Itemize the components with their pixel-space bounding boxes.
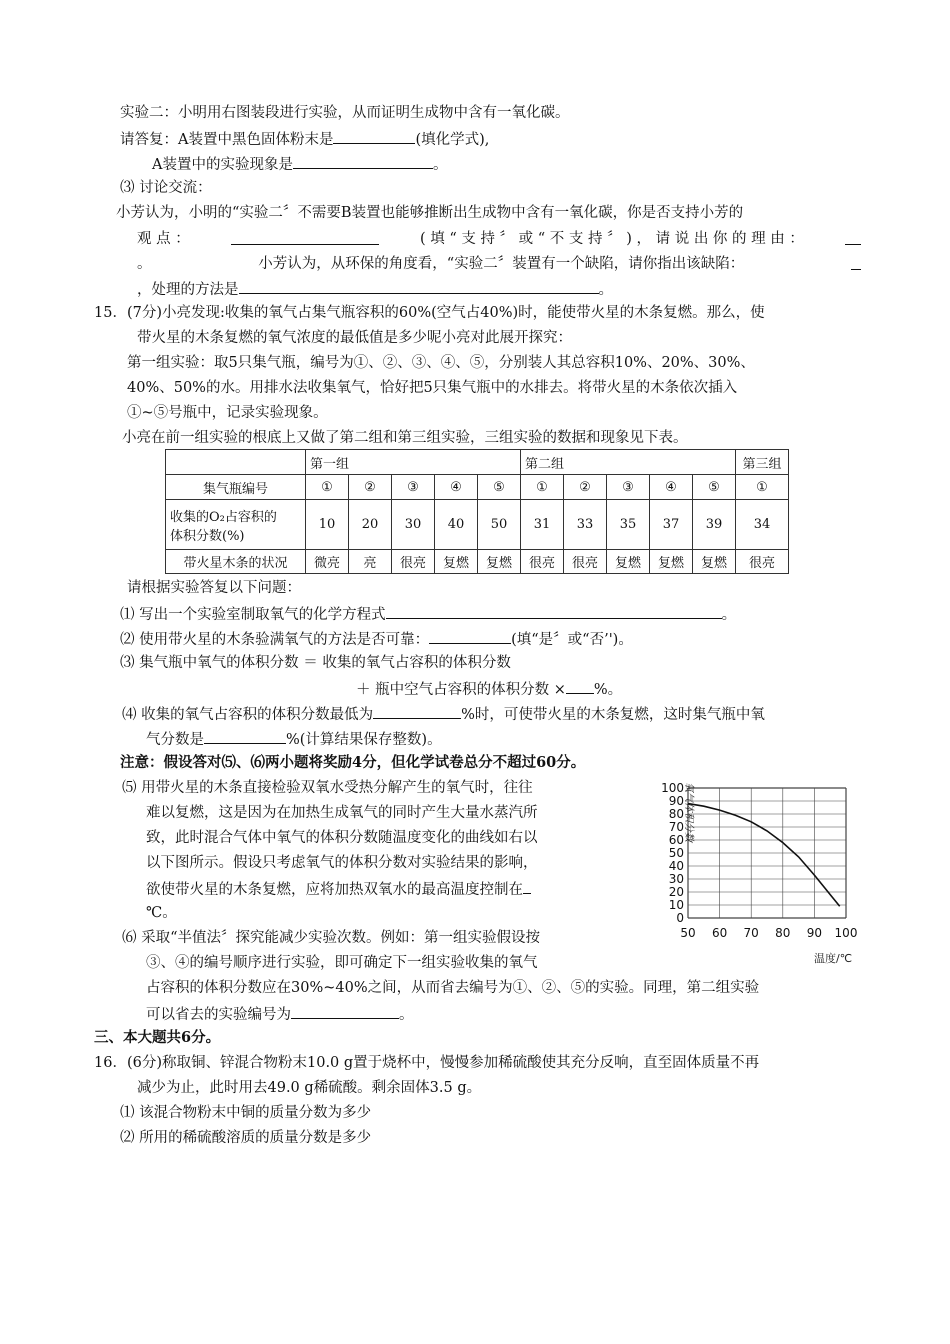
y-tick-label: 20 — [668, 885, 684, 899]
group2-intro: 小亮在前一组实验的根底上又做了第二组和第三组实验，三组实验的数据和现象见下表。 — [122, 430, 688, 446]
table-cell: 33 — [564, 500, 607, 550]
group-header: 第三组 — [736, 450, 789, 475]
answer-blank[interactable] — [429, 628, 511, 644]
answer-blank[interactable] — [333, 128, 415, 144]
y-tick-label: 60 — [668, 833, 684, 847]
x-tick-label: 50 — [680, 926, 696, 940]
table-cell: ④ — [435, 475, 478, 500]
series-line — [688, 804, 840, 907]
group1-line-2: 40%、50%的水。用排水法收集氧气，恰好把5只集气瓶中的水排去。将带火星的木条依次插入 — [127, 380, 738, 396]
table-cell: 30 — [392, 500, 435, 550]
group-header: 第一组 — [306, 450, 521, 475]
answer-blank[interactable] — [239, 278, 599, 294]
answer-blank[interactable] — [293, 153, 433, 169]
table-cell: ④ — [650, 475, 693, 500]
answer-blank[interactable] — [373, 703, 461, 719]
answer-blank[interactable] — [845, 229, 861, 245]
xiaofang-line-3: 。 小芳认为，从环保的角度看，“实验二〞装置有一个缺陷，请你指出该缺陷： — [137, 254, 861, 274]
x-tick-label: 80 — [775, 926, 791, 940]
y-tick-label: 70 — [668, 820, 684, 834]
table-cell: ① — [521, 475, 564, 500]
sub-q6-line-2: ③、④的编号顺序进行实验，即可确定下一组实验收集的氧气 — [146, 955, 538, 971]
y-tick-labels — [661, 781, 684, 925]
table-cell: 亮 — [349, 550, 392, 574]
sub-q2: ⑵ 使用带火星的木条验满氧气的方法是否可靠： (填“是〞或“否’')。 — [120, 628, 633, 650]
table-cell: 复燃 — [435, 550, 478, 574]
table-cell: 很亮 — [521, 550, 564, 574]
sub-q6-line-1: ⑹ 采取“半值法〞探究能减少实验次数。例如：第一组实验假设按 — [122, 930, 541, 946]
y-tick-label: 90 — [668, 794, 684, 808]
table-header-row — [166, 450, 789, 475]
table-cell: ① — [306, 475, 349, 500]
table-row-fractions — [166, 500, 789, 550]
answer-blank[interactable] — [386, 603, 722, 619]
group1-line-1: 第一组实验：取5只集气瓶，编号为①、②、③、④、⑤，分别装人其总容积10%、20%、30%、 — [127, 355, 755, 371]
oxygen-temperature-chart — [650, 776, 865, 966]
q16-line-1: 16．(6分)称取铜、锌混合物粉末10.0 g置于烧杯中，慢慢参加稀硫酸使其充分反响，直至固体质量不再 — [94, 1055, 760, 1071]
x-tick-label: 70 — [743, 926, 759, 940]
sub-q4-line-2: 气分数是 %(计算结果保存整数)。 — [146, 728, 442, 750]
ask-text: 请根据实验答复以下问题： — [127, 580, 301, 596]
xiaofang-line-1: 小芳认为，小明的“实验二〞不需要B装置也能够推断出生成物中含有一氧化碳，你是否支持小芳的 — [116, 205, 744, 221]
group-header: 第二组 — [521, 450, 736, 475]
y-tick-label: 0 — [676, 911, 684, 925]
y-tick-label: 40 — [668, 859, 684, 873]
q15-line-1: 15．(7分)小亮发现:收集的氧气占集气瓶容积的60%(空气占40%)时，能使带火星的木条复燃。那么，使 — [94, 305, 765, 321]
y-axis-label: 氧气体积分数 — [683, 782, 694, 842]
sub-q6-line-3: 占容积的体积分数应在30%~40%之间，从而省去编号为①、②、⑤的实验。同理，第二组实验 — [146, 980, 760, 996]
table-cell: 复燃 — [693, 550, 736, 574]
answer-blank[interactable] — [231, 229, 379, 245]
table-cell: 很亮 — [736, 550, 789, 574]
row-label: 收集的O₂占容积的 体积分数(%) — [166, 500, 306, 550]
table-cell: 微亮 — [306, 550, 349, 574]
table-cell: ③ — [392, 475, 435, 500]
xiaofang-line-4: ，处理的方法是 。 — [137, 278, 613, 300]
table-row-bottles — [166, 475, 789, 500]
y-tick-label: 30 — [668, 872, 684, 886]
table-cell: ② — [349, 475, 392, 500]
y-tick-label: 100 — [661, 781, 684, 795]
bonus-note: 注意：假设答对⑸、⑹两小题将奖励4分，但化学试卷总分不超过60分。 — [120, 754, 586, 771]
xiaofang-line-2: 观 点 ： ( 填 “ 支 持 〞 或 “ 不 支 持 〞 ) ， 请 说 出 你 的 理 由 ： — [137, 229, 861, 249]
sub-q3-line-1: ⑶ 集气瓶中氧气的体积分数 ＝ 收集的氧气占容积的体积分数 — [120, 655, 511, 671]
x-tick-label: 100 — [834, 926, 858, 940]
y-tick-label: 80 — [668, 807, 684, 821]
sub-q1: ⑴ 写出一个实验室制取氧气的化学方程式 。 — [120, 603, 736, 625]
sub-q5-line-2: 难以复燃，这是因为在加热生成氧气的同时产生大量水蒸汽所 — [146, 805, 538, 821]
table-cell: 20 — [349, 500, 392, 550]
sub-q5-line-4: 以下图所示。假设只考虑氧气的体积分数对实验结果的影响， — [146, 855, 538, 871]
q15-line-2: 带火星的木条复燃的氧气浓度的最低值是多少呢小亮对此展开探究： — [137, 330, 572, 346]
q16-line-2: 减少为止，此时用去49.0 g稀硫酸。剩余固体3.5 g。 — [137, 1080, 482, 1096]
x-tick-labels — [680, 926, 857, 940]
table-cell: ⑤ — [693, 475, 736, 500]
table-cell: 复燃 — [607, 550, 650, 574]
table-cell: 39 — [693, 500, 736, 550]
sub-q5-line-5: 欲使带火星的木条复燃，应将加热双氧水的最高温度控制在 — [146, 878, 531, 900]
discussion-heading: ⑶ 讨论交流： — [120, 180, 212, 196]
answer-blank[interactable] — [566, 678, 594, 694]
section-3-heading: 三、本大题共6分。 — [94, 1029, 221, 1046]
table-cell: ① — [736, 475, 789, 500]
table-cell: 复燃 — [650, 550, 693, 574]
table-cell: 37 — [650, 500, 693, 550]
q16-sub-1: ⑴ 该混合物粉末中铜的质量分数为多少 — [120, 1105, 372, 1121]
x-tick-label: 90 — [806, 926, 823, 940]
table-row-states — [166, 550, 789, 574]
table-cell: 35 — [607, 500, 650, 550]
sub-q6-line-4: 可以省去的实验编号为 。 — [146, 1003, 414, 1025]
answer-blank[interactable] — [851, 254, 861, 270]
experiment-table — [165, 449, 789, 574]
answer-line-a2: A装置中的实验现象是 。 — [152, 153, 447, 175]
q16-sub-2: ⑵ 所用的稀硫酸溶质的质量分数是多少 — [120, 1130, 372, 1146]
row-label: 带火星木条的状况 — [166, 550, 306, 574]
table-cell: 10 — [306, 500, 349, 550]
table-cell: 很亮 — [564, 550, 607, 574]
sub-q5-line-6: ℃。 — [146, 905, 177, 921]
group1-line-3: ①~⑤号瓶中，记录实验现象。 — [127, 405, 328, 421]
x-axis-label: 温度/℃ — [814, 952, 853, 965]
row-label: 集气瓶编号 — [166, 475, 306, 500]
sub-q4-line-1: ⑷ 收集的氧气占容积的体积分数最低为 %时，可使带火星的木条复燃，这时集气瓶中氧 — [122, 703, 765, 725]
table-cell: ③ — [607, 475, 650, 500]
chart-series — [688, 804, 840, 907]
table-cell: 34 — [736, 500, 789, 550]
table-cell: 40 — [435, 500, 478, 550]
x-tick-label: 60 — [711, 926, 728, 940]
answer-blank[interactable] — [523, 878, 531, 894]
table-cell: 很亮 — [392, 550, 435, 574]
sub-q5-line-3: 致，此时混合气体中氧气的体积分数随温度变化的曲线如右以 — [146, 830, 538, 846]
sub-q3-line-2: ＋ 瓶中空气占容积的体积分数 × %。 — [356, 678, 622, 700]
exp2-text: 实验二：小明用右图装段进行实验，从而证明生成物中含有一氧化碳。 — [120, 105, 570, 121]
sub-q5-line-1: ⑸ 用带火星的木条直接检验双氧水受热分解产生的氧气时，往往 — [122, 780, 533, 796]
answer-line-a1: 请答复：A装置中黑色固体粉末是 (填化学式), — [120, 128, 489, 150]
table-cell: 31 — [521, 500, 564, 550]
table-cell: ② — [564, 475, 607, 500]
table-cell: 复燃 — [478, 550, 521, 574]
y-tick-label: 50 — [668, 846, 684, 860]
table-cell: ⑤ — [478, 475, 521, 500]
y-tick-label: 10 — [668, 898, 684, 912]
table-cell: 50 — [478, 500, 521, 550]
answer-blank[interactable] — [291, 1003, 399, 1019]
answer-blank[interactable] — [204, 728, 286, 744]
